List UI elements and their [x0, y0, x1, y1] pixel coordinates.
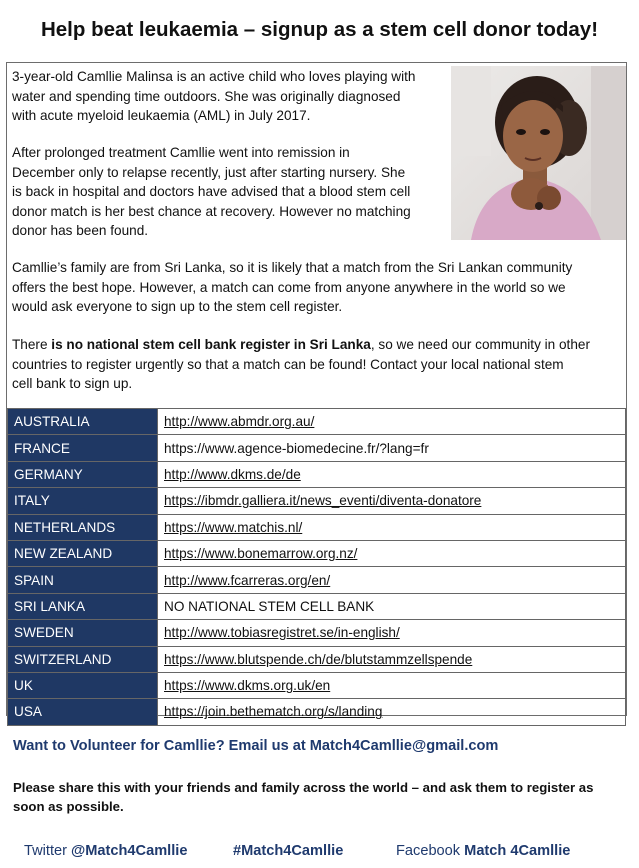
register-link[interactable]: http://www.tobiasregistret.se/in-english/ [164, 625, 400, 641]
country-cell: FRANCE [8, 435, 158, 461]
register-url-cell [158, 461, 626, 487]
country-cell: SRI LANKA [8, 593, 158, 619]
table-row [8, 461, 626, 487]
country-cell: GERMANY [8, 461, 158, 487]
register-url-cell [158, 488, 626, 514]
register-url-cell [158, 646, 626, 672]
country-cell: SPAIN [8, 567, 158, 593]
table-row [8, 646, 626, 672]
intro-paragraph-3 [12, 258, 624, 317]
register-text: NO NATIONAL STEM CELL BANK [164, 598, 375, 614]
text-line: donor has been found. [12, 223, 149, 238]
text-line: is back in hospital and doctors have advised that a blood stem cell [12, 184, 411, 199]
register-link[interactable]: http://www.abmdr.org.au/ [164, 414, 315, 430]
text-line: would ask everyone to sign up to the stem cell register. [12, 299, 343, 314]
register-text: https://www.agence-biomedecine.fr/?lang=fr [164, 440, 429, 456]
text-line: December only to relapse recently, just after starting nursery. She [12, 164, 406, 180]
register-url-cell [158, 672, 626, 698]
text-line: countries to register urgently so that a match can be found! Contact your local national stem [12, 356, 564, 372]
text-line: cell bank to sign up. [12, 376, 133, 391]
country-cell: AUSTRALIA [8, 409, 158, 435]
register-url-cell [158, 514, 626, 540]
table-row [8, 672, 626, 698]
register-url-cell [158, 620, 626, 646]
share-message [13, 778, 625, 816]
hashtag[interactable] [233, 843, 343, 859]
table-row [8, 620, 626, 646]
hashtag-text: #Match4Camllie [233, 843, 344, 859]
emphasis-text: is no national stem cell bank register in Sri Lanka [51, 337, 371, 352]
text-line: donor match is her best chance at recovery. However no matching [12, 203, 411, 219]
register-link[interactable]: https://www.blutspende.ch/de/blutstammzellspende [164, 651, 473, 667]
volunteer-cta: Want to Volunteer for Camllie? Email us at Match4Camllie@gmail.com [13, 738, 499, 754]
country-cell: ITALY [8, 488, 158, 514]
text-line: After prolonged treatment Camllie went into remission in [12, 145, 350, 160]
country-cell: UK [8, 672, 158, 698]
text-line: soon as possible. [13, 799, 124, 814]
country-cell: SWEDEN [8, 620, 158, 646]
register-url-cell [158, 593, 626, 619]
table-row [8, 514, 626, 540]
table-row [8, 435, 626, 461]
register-link[interactable]: https://www.bonemarrow.org.nz/ [164, 546, 358, 562]
register-link[interactable]: http://www.dkms.de/de [164, 466, 301, 482]
intro-paragraph-1 [12, 67, 448, 126]
table-row [8, 409, 626, 435]
text-segment: There [12, 337, 52, 352]
child-photo [451, 66, 626, 240]
country-cell: NETHERLANDS [8, 514, 158, 540]
text-line: Please share this with your friends and family across the world – and ask them to register as [13, 780, 594, 795]
twitter-handle[interactable] [24, 843, 187, 859]
text-line: water and spending time outdoors. She was originally diagnosed [12, 88, 401, 104]
text-line: offers the best hope. However, a match can come from anyone anywhere in the world so we [12, 279, 566, 295]
country-cell: NEW ZEALAND [8, 540, 158, 566]
register-link[interactable]: https://ibmdr.galliera.it/news_eventi/diventa-donatore [164, 493, 482, 509]
register-link[interactable]: https://join.bethematch.org/s/landing [164, 704, 383, 720]
country-cell: SWITZERLAND [8, 646, 158, 672]
text-line: 3-year-old Camllie Malinsa is an active child who loves playing with [12, 69, 416, 84]
page-title: Help beat leukaemia – signup as a stem cell donor today! [40, 18, 599, 41]
intro-paragraph-4 [12, 335, 624, 394]
intro-paragraph-2 [12, 143, 448, 241]
twitter-label: Twitter [24, 843, 72, 859]
table-row [8, 540, 626, 566]
twitter-handle-text: @Match4Camllie [71, 843, 188, 859]
table-row [8, 488, 626, 514]
register-url-cell [158, 409, 626, 435]
register-link[interactable]: http://www.fcarreras.org/en/ [164, 572, 331, 588]
text-line: with acute myeloid leukaemia (AML) in July 2017. [12, 108, 311, 123]
facebook-label: Facebook [396, 843, 465, 859]
country-cell: USA [8, 699, 158, 725]
register-url-cell [158, 699, 626, 725]
table-row [8, 593, 626, 619]
facebook-page[interactable] [396, 843, 570, 859]
register-url-cell [158, 567, 626, 593]
register-link[interactable]: https://www.dkms.org.uk/en [164, 678, 331, 694]
text-segment: , so we need our community in other [370, 337, 590, 352]
text-line: Camllie’s family are from Sri Lanka, so it is likely that a match from the Sri Lankan community [12, 260, 573, 275]
register-url-cell [158, 435, 626, 461]
register-url-cell [158, 540, 626, 566]
donor-register-table [7, 408, 626, 726]
table-row [8, 567, 626, 593]
table-row [8, 699, 626, 725]
facebook-handle-text: Match 4Camllie [464, 843, 571, 859]
register-link[interactable]: https://www.matchis.nl/ [164, 519, 303, 535]
